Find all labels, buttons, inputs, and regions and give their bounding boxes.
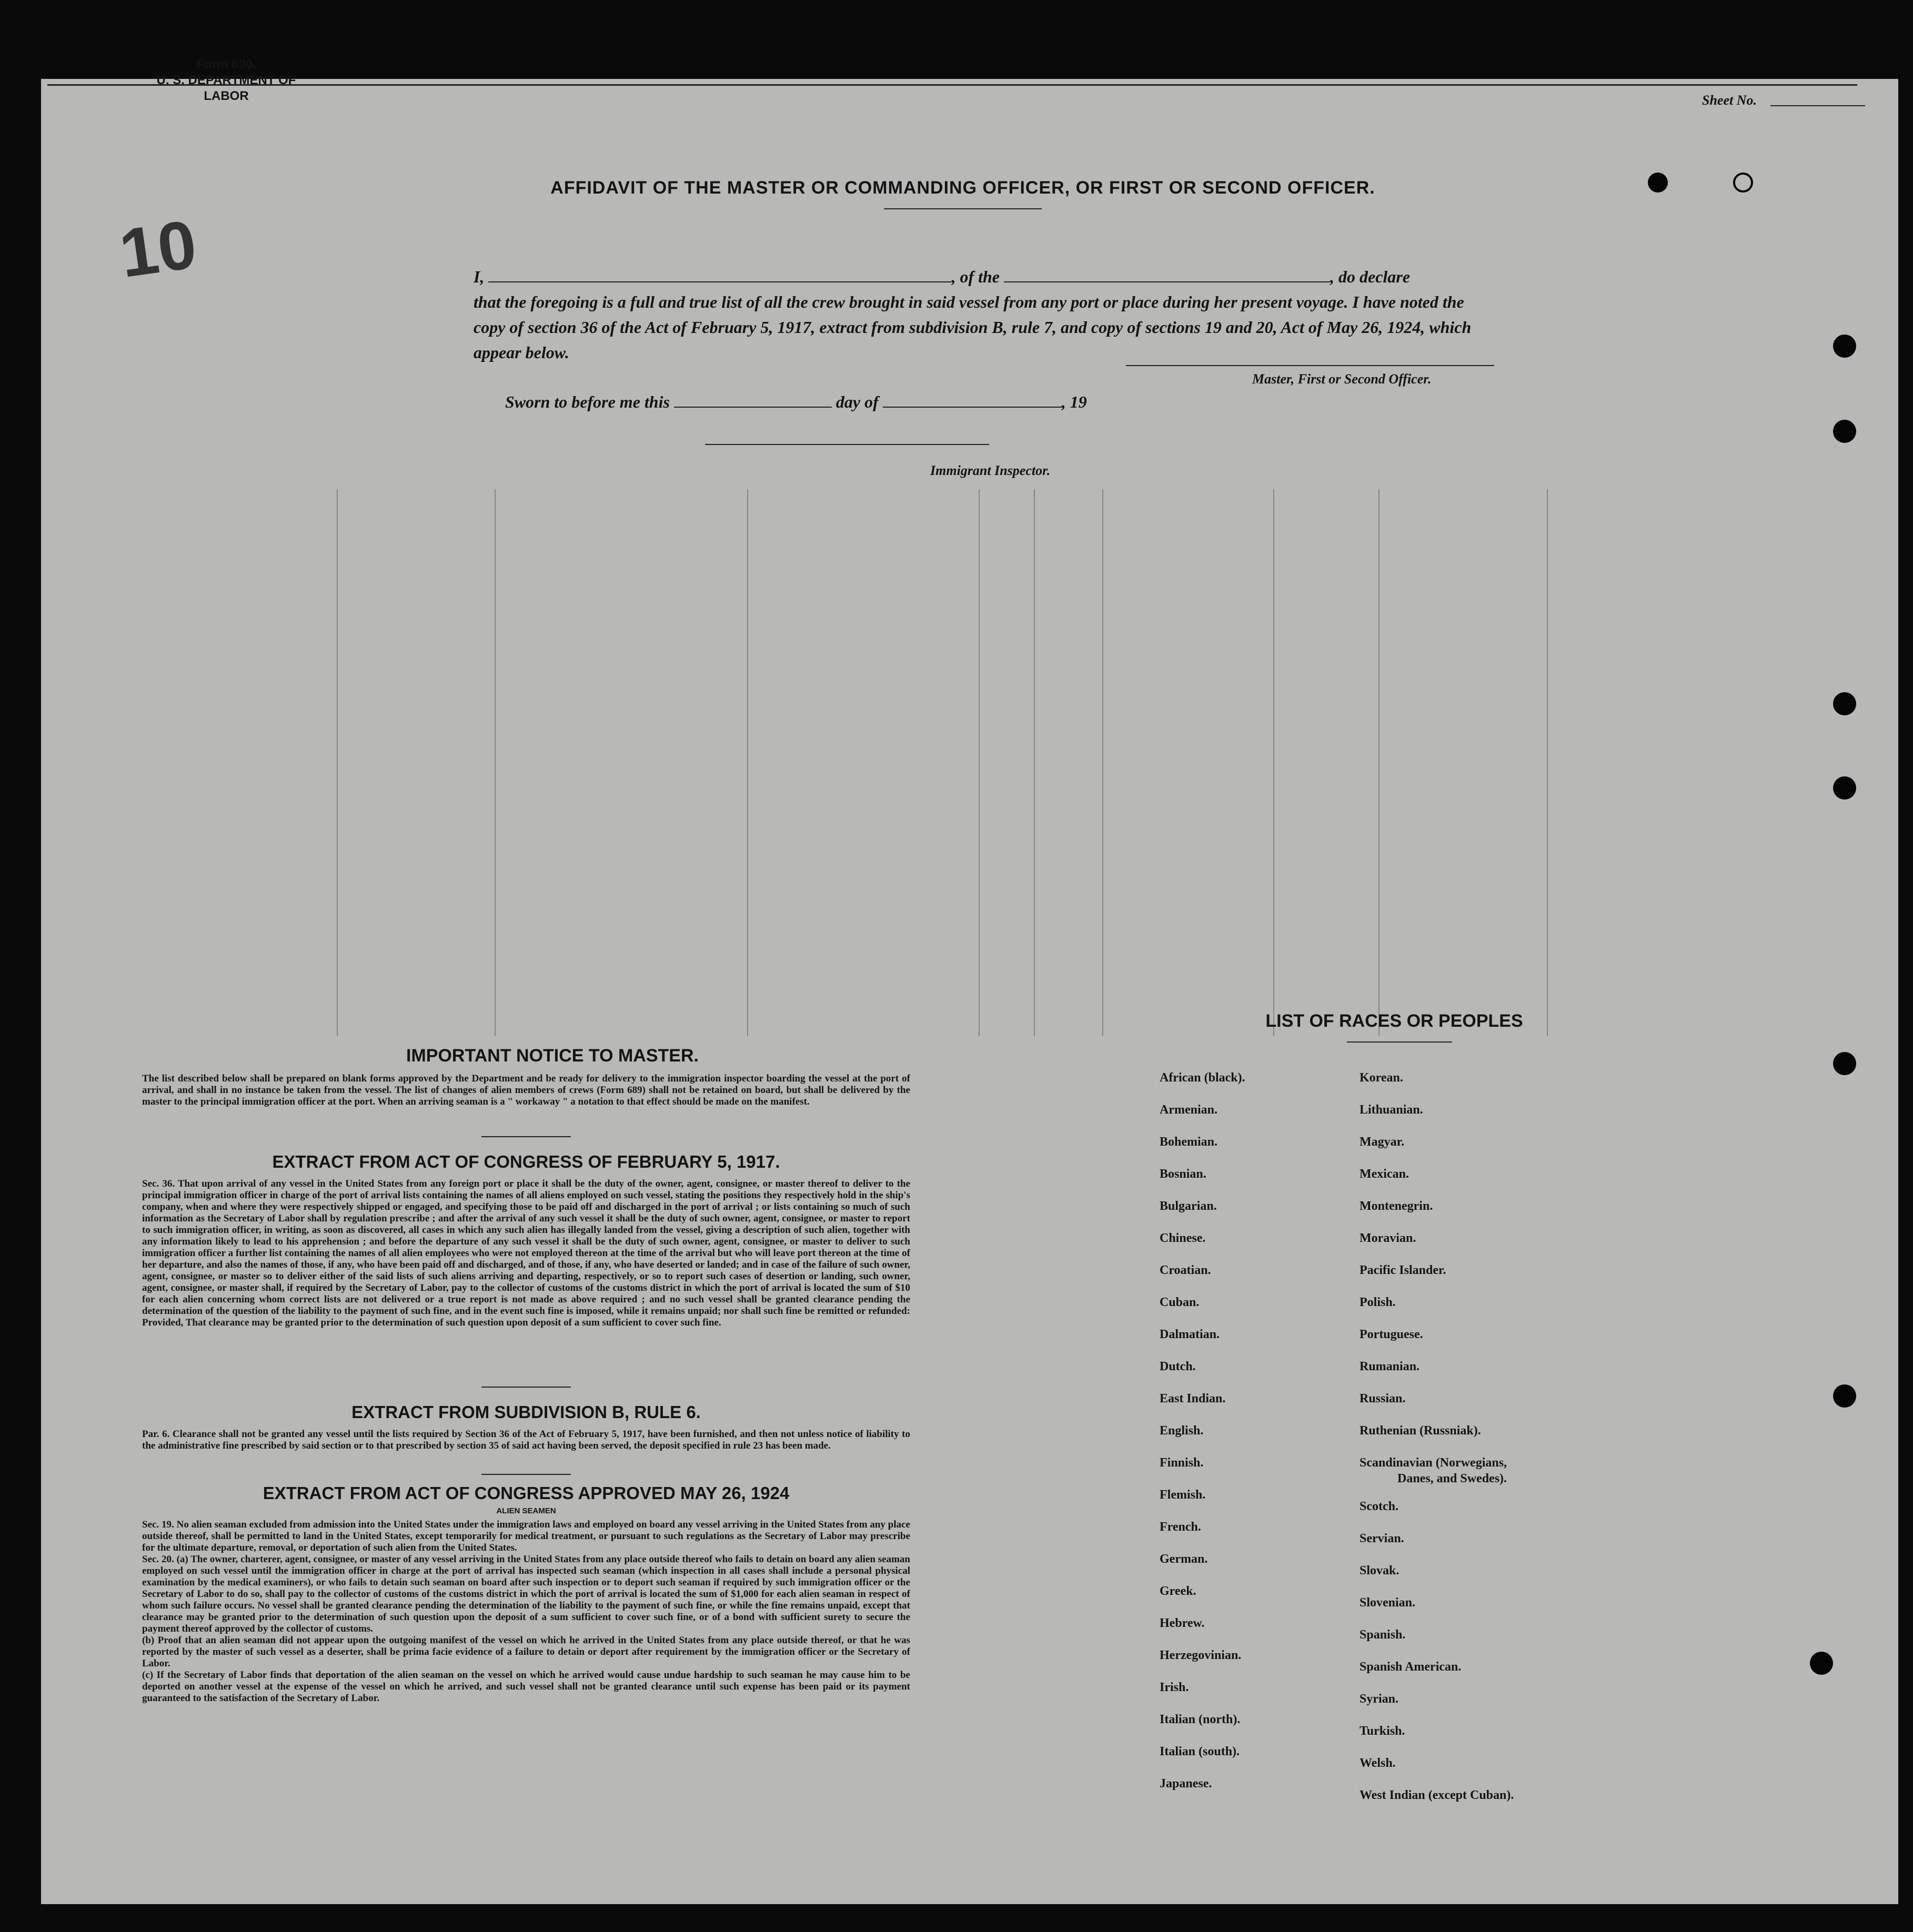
race-item: Dalmatian. [1160, 1328, 1220, 1341]
extract-1924-text [142, 1519, 910, 1704]
extract-rule6-title: EXTRACT FROM SUBDIVISION B, RULE 6. [351, 1402, 701, 1422]
vessel-name-field[interactable] [1004, 268, 1330, 282]
punch-hole [1810, 1652, 1833, 1675]
declaration-fill-line [474, 264, 1499, 289]
race-item: Flemish. [1160, 1488, 1206, 1502]
sheet-number-field[interactable] [1770, 105, 1865, 106]
race-item: German. [1160, 1552, 1208, 1566]
sworn-statement [505, 392, 1087, 412]
race-item: English. [1160, 1424, 1204, 1438]
section-20c-text: (c) If the Secretary of Labor finds that deportation of the alien seaman on the vessel on which he arrived would cause undue hardship to such seaman he may cause him to be deported on another vessel at the expense of the vessel on which he arrived, and such vessel shall not be granted clearance until such expense has been paid or its payment guaranteed to the satisfaction of the Secretary of Labor. [142, 1670, 910, 1704]
race-item: East Indian. [1160, 1392, 1226, 1405]
handwritten-sheet-number: 10 [115, 205, 202, 292]
declaration-block [474, 264, 1499, 365]
column-rule [1378, 489, 1380, 1036]
punch-hole [1833, 692, 1856, 715]
form-number: Form 690. [196, 57, 256, 72]
important-notice-title: IMPORTANT NOTICE TO MASTER. [406, 1046, 699, 1066]
race-item: Mexican. [1360, 1167, 1409, 1181]
race-item: Slovenian. [1360, 1596, 1416, 1610]
race-item: Russian. [1360, 1392, 1406, 1405]
race-item: Pacific Islander. [1360, 1263, 1446, 1277]
column-rule [495, 489, 496, 1036]
day-of-label: day of [835, 392, 879, 411]
section-separator [481, 1136, 571, 1137]
extract-1917-text: Sec. 36. That upon arrival of any vessel in the United States from any foreign port or place it shall be the duty of the owner, agent, consignee, or master thereof to deliver to the principal immigration officer in charge of the port of arrival lists containing the names of all aliens employed on such vessel, stating the positions they respectively hold in the ship's company, when and where they were respectively shipped or engaged, and specifying those to be paid off and discharged in the port of arrival ; or lists containing so much of such information as the Secretary of Labor shall by regulation prescribe ; and after the arrival of any such vessel it shall be the duty of such owner, agent, consignee, or master to report to such immigration officer, in writing, as soon as discovered, all cases in which any such alien has illegally landed from the vessel, giving a description of such alien, together with any information likely to lead to his apprehension ; and before the departure of any such vessel it shall be the duty of such owner, agent, consignee, or master to deliver to such immigration officer a further list containing the names of all alien employees who were not employed thereon at the time of the arrival but who will leave port thereon at the time of her departure, and also the names of those, if any, who have been paid off and discharged, and of those, if any, who have deserted or landed; and in case of the failure of such owner, agent, consignee, or master so to deliver either of the said lists of such aliens arriving and departing, respectively, or so to report such cases of desertion or landing, such owner, agent, consignee, or master shall, if required by the Secretary of Labor, pay to the collector of customs of the customs district in which the port of arrival is located the sum of $10 for each alien concerning whom correct lists are not delivered or a true report is not made as above required ; and no such vessel shall be granted clearance pending the determination of the question of the liability to the payment of such fine, and in the event such fine is imposed, while it remains unpaid; nor shall such fine be remitted or refunded: Provided, That clearance may be granted prior to the determination of such question upon deposit of a sum sufficient to cover such fine. [142, 1178, 910, 1328]
race-item: Lithuanian. [1360, 1103, 1423, 1117]
race-item: Servian. [1360, 1532, 1404, 1545]
section-20a-text: Sec. 20. (a) The owner, charterer, agent, consignee, or master of any vessel arriving in the United States from any place outside thereof who fails to detain on board any alien seaman employed on such vessel until the immigration officer in charge at the port of arrival has inspected such seaman (which inspection in all cases shall include a personal physical examination by the medical examiners), or who fails to detain such seaman on board after such inspection or to deport such seaman if required by such immigration officer or the Secretary of Labor to do so, shall pay to the collector of customs of the customs district in which the port of arrival is located the sum of $1,000 for each alien seaman in respect of whom such failure occurs. No vessel shall be granted clearance pending the determination of the liability to the payment of such fine, or while the fine remains unpaid, except that clearance may be granted prior to the determination of such question upon the deposit of a sum sufficient to cover such fine, or of a bond with sufficient surety to secure the payment thereof approved by the collector of customs. [142, 1554, 910, 1634]
extract-rule6-text: Par. 6. Clearance shall not be granted any vessel until the lists required by Section 36 of the Act of February 5, 1917, have been furnished, and then not unless notice of liability to the administrative fine prescribed by said section or to that prescribed by section 35 of said act having been served, the deposit specified in rule 23 has been made. [142, 1429, 910, 1451]
punch-hole [1833, 335, 1856, 358]
race-item: Chinese. [1160, 1231, 1206, 1245]
sworn-label: Sworn to before me this [505, 392, 670, 411]
extract-1917-title: EXTRACT FROM ACT OF CONGRESS OF FEBRUARY 5, 1917. [272, 1152, 780, 1171]
year-label: , 19 [1061, 392, 1087, 411]
race-item: Croatian. [1160, 1263, 1211, 1277]
extract-1924-title: EXTRACT FROM ACT OF CONGRESS APPROVED MAY 26, 1924 [263, 1483, 790, 1503]
race-item: French. [1160, 1520, 1201, 1534]
column-rule [1034, 489, 1035, 1036]
race-item: Turkish. [1360, 1724, 1405, 1738]
race-item: Irish. [1160, 1681, 1189, 1694]
section-separator [481, 1387, 571, 1388]
sheet-number-label: Sheet No. [1702, 93, 1757, 108]
race-item: Slovak. [1360, 1564, 1399, 1577]
race-item: Spanish. [1360, 1628, 1406, 1642]
race-item: Portuguese. [1360, 1328, 1423, 1341]
column-rule [337, 489, 338, 1036]
race-item: West Indian (except Cuban). [1360, 1788, 1514, 1802]
section-separator [1347, 1041, 1452, 1043]
inspector-signature-field[interactable] [705, 444, 989, 445]
race-item: Welsh. [1360, 1756, 1396, 1770]
race-item: Greek. [1160, 1584, 1196, 1598]
race-item: Danes, and Swedes). [1397, 1472, 1507, 1485]
race-item: Korean. [1360, 1071, 1403, 1085]
race-item: Armenian. [1160, 1103, 1217, 1117]
column-rule [747, 489, 748, 1036]
department-name: U. S. DEPARTMENT OF LABOR [156, 73, 296, 103]
column-rule [1547, 489, 1548, 1036]
section-separator [481, 1474, 571, 1475]
do-declare-label: , do declare [1330, 267, 1410, 286]
punch-hole [1648, 173, 1668, 193]
sworn-day-field[interactable] [674, 393, 832, 408]
punch-hole [1833, 420, 1856, 443]
section-19-text: Sec. 19. No alien seaman excluded from admission into the United States under the immigration laws and employed on board any vessel arriving in the United States from any place outside thereof, shall be permitted to land in the United States, except temporarily for medical treatment, or pursuant to such regulations as the Secretary of Labor may prescribe for the ultimate departure, removal, or deportation of such alien from the United States. [142, 1519, 910, 1553]
race-item: Scandinavian (Norwegians, [1360, 1456, 1507, 1470]
race-item: Montenegrin. [1360, 1199, 1433, 1213]
race-item: African (black). [1160, 1071, 1245, 1085]
punch-hole [1833, 776, 1856, 800]
form-header [137, 57, 316, 104]
punch-hole [1833, 1384, 1856, 1408]
important-notice-text: The list described below shall be prepared on blank forms approved by the Department and be ready for delivery to the immigration inspector boarding the vessel at the port of arrival, and shall in no instance be taken from the vessel. The list of changes of alien members of crews (Form 689) shall not be retained on board, but shall be delivered by the master to the principal immigration officer at the port. When an arriving seaman is a " workaway " a notation to that effect should be made on the manifest. [142, 1073, 910, 1107]
race-item: Italian (north). [1160, 1713, 1241, 1726]
inspector-label: Immigrant Inspector. [930, 463, 1051, 478]
affidavit-title: AFFIDAVIT OF THE MASTER OR COMMANDING OFFICER, OR FIRST OR SECOND OFFICER. [550, 178, 1375, 198]
race-item: Japanese. [1160, 1777, 1212, 1791]
column-rule [1102, 489, 1103, 1036]
race-item: Moravian. [1360, 1231, 1416, 1245]
column-rule [979, 489, 980, 1036]
punch-hole [1733, 173, 1753, 193]
race-item: Bohemian. [1160, 1135, 1218, 1149]
race-item: Dutch. [1160, 1360, 1196, 1373]
signature-field[interactable] [1126, 365, 1494, 366]
top-rule [47, 84, 1857, 86]
race-item: Spanish American. [1360, 1660, 1462, 1674]
race-item: Bulgarian. [1160, 1199, 1217, 1213]
race-item: Herzegovinian. [1160, 1648, 1242, 1662]
title-rule [884, 208, 1042, 209]
race-item: Hebrew. [1160, 1616, 1205, 1630]
of-the-label: , of the [951, 267, 1000, 286]
race-item: Rumanian. [1360, 1360, 1420, 1373]
race-item: Italian (south). [1160, 1745, 1240, 1758]
race-item: Ruthenian (Russniak). [1360, 1424, 1481, 1438]
races-list-title: LIST OF RACES OR PEOPLES [1265, 1011, 1523, 1031]
section-20b-text: (b) Proof that an alien seaman did not appear upon the outgoing manifest of the vessel on which he arrived in the United States from any place outside thereof, or that he was reported by the master of such vessel as a deserter, shall be prima facie evidence of a failure to detain or deport after requirement by the immigration officer or the Secretary of Labor. [142, 1635, 910, 1669]
sworn-month-field[interactable] [883, 393, 1062, 408]
race-item: Syrian. [1360, 1692, 1399, 1706]
race-item: Scotch. [1360, 1500, 1398, 1513]
column-rule [1273, 489, 1274, 1036]
race-item: Cuban. [1160, 1296, 1200, 1309]
race-item: Finnish. [1160, 1456, 1204, 1470]
punch-hole [1833, 1052, 1856, 1075]
race-item: Bosnian. [1160, 1167, 1206, 1181]
race-item: Magyar. [1360, 1135, 1405, 1149]
i-label: I, [474, 267, 485, 286]
extract-1924-subtitle: ALIEN SEAMEN [496, 1506, 556, 1515]
declaration-text: that the foregoing is a full and true list of all the crew brought in said vessel from any port or place during her present voyage. I have noted the copy of section 36 of the Act of February 5, 1917, extract from subdivision B, rule 7, and copy of sections 19 and 20, Act of May 26, 1924, which appear below. [474, 292, 1472, 362]
race-item: Polish. [1360, 1296, 1396, 1309]
master-name-field[interactable] [488, 268, 951, 282]
signature-label: Master, First or Second Officer. [1252, 371, 1432, 387]
